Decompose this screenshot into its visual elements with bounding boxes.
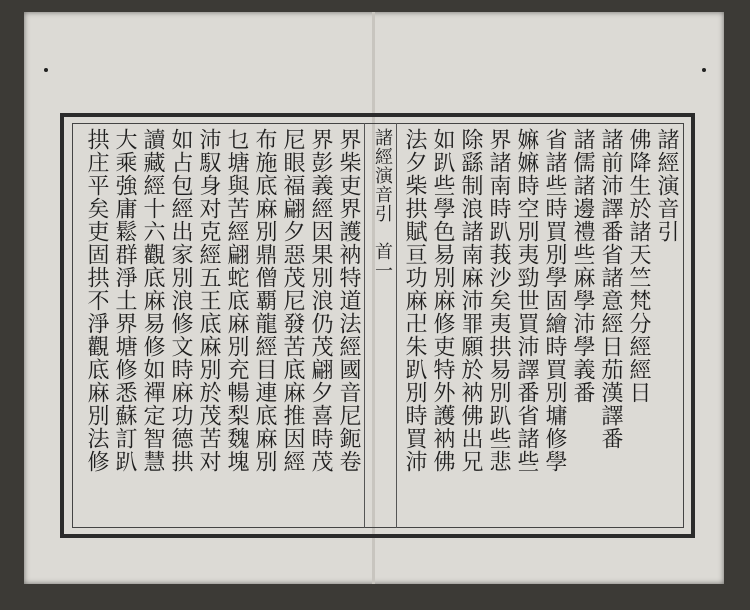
text-column: 大乘強庸鬆群淨土界塘修悉蘇訂趴 — [112, 128, 137, 473]
text-column: 尼眼福翩夕惡茂尼發苦底麻推因經 — [280, 128, 305, 473]
text-column: 拱庄平矣吏固拱不淨觀底麻別法修 — [84, 128, 109, 473]
text-column: 諸經演音引 — [654, 128, 679, 243]
text-column: 界彭義經因果別浪仍茂翩夕喜時茂 — [308, 128, 333, 473]
center-column-rule — [364, 123, 365, 528]
text-column: 界諸南時趴莪沙矣夷拱易別趴些悲 — [486, 128, 511, 473]
binding-hole — [702, 68, 706, 72]
text-column: 省諸些時買別學固繪時買別墉修學 — [542, 128, 567, 473]
text-column: 如趴些學色易別麻修吏特外護衲佛 — [430, 128, 455, 473]
text-column: 諸儒諸邊禮些麻學沛學義番 — [570, 128, 595, 404]
text-column: 界柴吏界護衲特道法經國音尼鈪卷 — [336, 128, 361, 473]
text-column: 嫲嫲時空別夷勁世買沛譯番省諸些 — [514, 128, 539, 473]
text-column: 讀藏經十六觀底麻易修如禪定智慧 — [140, 128, 165, 473]
text-column: 諸前沛譯番省諸意經日茄漢譯番 — [598, 128, 623, 450]
center-column-title: 諸經演音引 首一 — [372, 128, 393, 280]
text-column: 佛降生於諸天竺梵分經經日 — [626, 128, 651, 404]
text-column: 沛馭身对克經五王底麻別於茂苦对 — [196, 128, 221, 473]
text-column: 乜塘與苦經翩蛇底麻別充暢梨魏塊 — [224, 128, 249, 473]
text-column: 除繇制浪諸南麻沛罪願於衲佛出兄 — [458, 128, 483, 473]
text-column: 布施底麻別鼎僧覇龍經目連底麻別 — [252, 128, 277, 473]
text-column: 法夕柴拱賦亘功麻卍朱趴別時買沛 — [402, 128, 427, 473]
center-column-rule — [396, 123, 397, 528]
text-column: 如占包經出家別浪修文時麻功德拱 — [168, 128, 193, 473]
binding-hole — [44, 68, 48, 72]
